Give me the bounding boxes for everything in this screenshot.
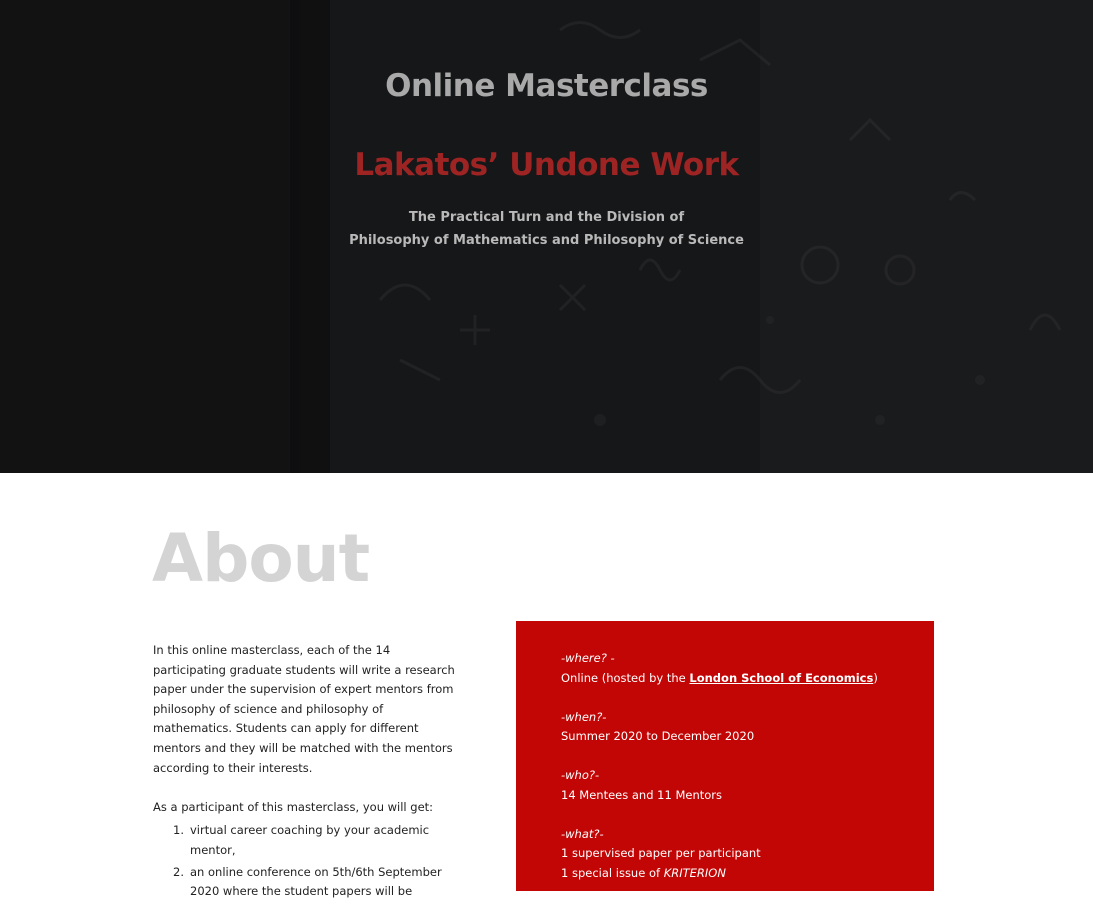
hero-title: Lakatos’ Undone Work — [354, 147, 739, 183]
info-who — [561, 766, 889, 805]
what-value-1: 1 supervised paper per participant — [561, 846, 761, 860]
who-label: -who?- — [561, 768, 600, 782]
about-heading: About — [152, 520, 370, 597]
who-value: 14 Mentees and 11 Mentors — [561, 787, 723, 802]
intro-paragraph: In this online masterclass, each of the 14 participating graduate students will write a research paper under the supervision of expert mentors from philosophy of science and philosophy of mathematics. Students can apply for different mentors and they will be matched with the mentors according to their interests. — [153, 643, 455, 775]
list-item-number: 1. — [173, 823, 184, 838]
lse-link[interactable]: London School of Economics — [689, 670, 874, 685]
list-item — [173, 821, 465, 860]
list-item-number: 2. — [173, 864, 184, 879]
info-what — [561, 825, 889, 884]
what-value-2-prefix: 1 special issue of — [561, 865, 664, 880]
where-value — [561, 669, 889, 689]
about-intro — [153, 641, 465, 904]
info-where — [561, 649, 889, 688]
hero-subtitle-line-1: The Practical Turn and the Division of — [408, 210, 685, 225]
hero-subtitle-line-2: Philosophy of Mathematics and Philosophy of Science — [349, 233, 744, 248]
list-item-text: an online conference on 5th/6th September 2020 where the student papers will be — [190, 864, 442, 899]
where-label: -where? - — [561, 651, 615, 665]
list-item-text: virtual career coaching by your academic mentor, — [190, 823, 430, 857]
info-when — [561, 708, 889, 747]
when-value: Summer 2020 to December 2020 — [561, 729, 755, 743]
where-value-suffix: ) — [873, 670, 878, 685]
hero-subtitle — [0, 206, 1093, 252]
info-box — [516, 621, 934, 891]
list-item — [173, 863, 465, 902]
where-value-prefix: Online (hosted by the — [561, 670, 690, 685]
journal-name: KRITERION — [663, 865, 726, 880]
when-label: -when?- — [561, 709, 607, 724]
benefits-list — [173, 821, 465, 901]
benefits-intro: As a participant of this masterclass, you will get: — [153, 799, 434, 814]
hero-kicker: Online Masterclass — [385, 68, 708, 104]
what-value-2 — [561, 864, 889, 884]
what-label: -what?- — [561, 826, 604, 841]
